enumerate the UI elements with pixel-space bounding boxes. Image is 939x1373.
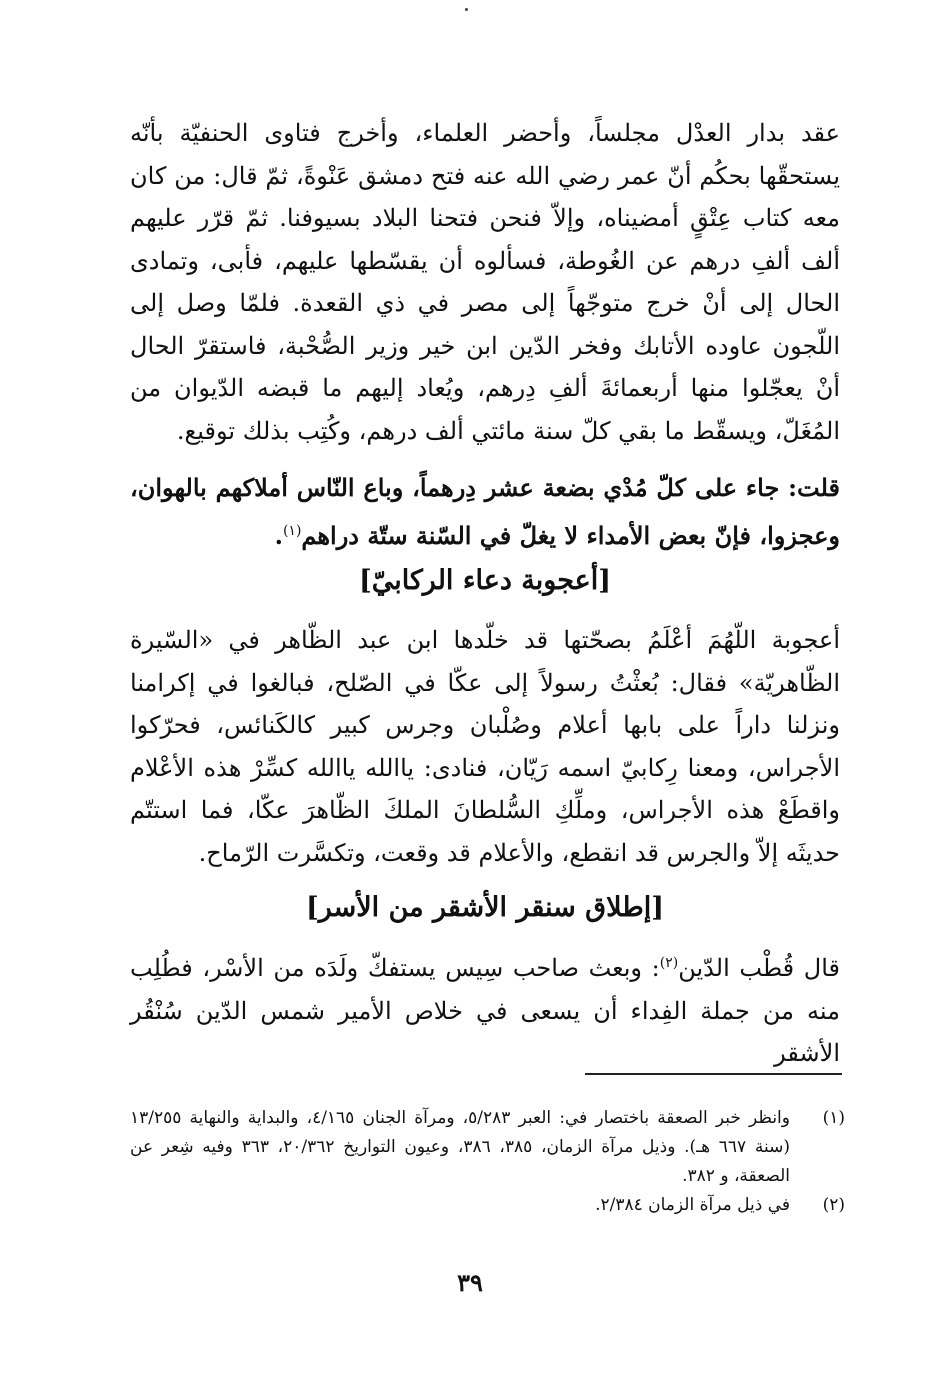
paragraph-2-end: .: [274, 520, 283, 550]
footnote-2-number: (٢): [822, 1195, 845, 1215]
paragraph-1: عقد بدار العدْل مجلساً، وأحضر العلماء، وأخرج فتاوى الحنفيّة بأنّه يستحقّها بحكُم أنّ عمر رضي الله عنه فتح دمشق عَنْوةً، ثمّ قال: من كان معه كتاب عِتْقٍ أمضيناه، وإلاّ فنحن فتحنا البلاد بسيوفنا. ثمّ قرّر عليهم ألف ألفِ درهم عن الغُوطة، فسألوه أن يقسّطها عليهم، فأبى، وتمادى الحال إلى أنْ خرج متوجّهاً إلى مصر في ذي القعدة. فلمّا وصل إلى اللّجون عاوده الأتابك وفخر الدّين ابن خير وزير الصُّحْبة، فاستقرّ الحال أنْ يعجّلوا منها أربعمائةَ ألفِ دِرهم، ويُعاد إليهم ما قبضه الدّيوان من المُغَلّ، ويسقّط ما بقي كلّ سنة مائتي ألف درهم، وكُتِب بذلك توقيع.: [130, 119, 840, 445]
footnote-1-text: وانظر خبر الصعقة باختصار في: العبر ٥/٢٨٣، ومرآة الجنان ٤/١٦٥، والبداية والنهاية ١٣/٢٥٥ (سنة ٦٦٧ هـ). وذيل مرآة الزمان، ٣٨٥، ٣٨٦، وعيون التواريخ ٢٠/٣٦٢، ٣٦٣ وفيه شِعر عن الصعقة، و ٣٨٢.: [130, 1108, 791, 1186]
paragraph-2-text: قلت: جاء على كلّ مُدْي بضعة عشر دِرهماً، وباع النّاس أملاكهم بالهوان، وعجزوا، فإنّ بعض الأمداء لا يغلّ في السّنة ستّة دراهم: [130, 473, 840, 550]
section-heading-2: [إطلاق سنقر الأشقر من الأسر]: [305, 892, 665, 923]
footnote-1: [130, 1104, 845, 1191]
paragraph-2: [130, 467, 840, 557]
paragraph-4-rest: : وبعث صاحب سِيس يستفكّ ولَدَه من الأسْر، فطُلِب منه من جملة الفِداء أن يسعى في خلاص الأمير شمس الدّين سُنْقُر الأشقر: [130, 954, 840, 1067]
paragraph-4-start: قال قُطْب الدّين: [678, 954, 840, 982]
page-number: ٣٩: [457, 1268, 483, 1297]
footnotes: [130, 1104, 845, 1220]
footnote-ref-2: (٢): [659, 955, 679, 971]
section-heading-1: [أعجوبة دعاء الركابيّ]: [358, 565, 612, 596]
footnote-2: [130, 1191, 845, 1220]
footnote-ref-1: (١): [282, 522, 302, 539]
paragraph-4: [130, 942, 840, 1075]
footnote-separator: [585, 1073, 842, 1075]
paragraph-3: أعجوبة اللّهُمَ أعْلَمُ بصحّتها قد خلّدها ابن عبد الظّاهر في «السّيرة الظّاهريّة» فقال: بُعثْتُ رسولاً إلى عكّا في الصّلح، فبالغوا في إكرامنا ونزلنا داراً على بابها أعلام وصُلْبان وجرس كبير كالكَنائس، فحرّكوا الأجراس، ومعنا رِكابيّ اسمه رَيّان، فنادى: ياالله ياالله كسِّرْ هذه الأعْلام واقطَعْ هذه الأجراس، وملِّكِ السُّلطانَ الملكَ الظّاهرَ عكّا، فما استتّم حديثَه إلاّ والجرس قد انقطع، والأعلام قد وقعت، وتكسَّرت الرّماح.: [130, 626, 840, 867]
footnote-2-text: في ذيل مرآة الزمان ٢/٣٨٤.: [595, 1195, 790, 1215]
footnote-1-number: (١): [822, 1108, 845, 1128]
top-dot-mark: [465, 8, 468, 11]
